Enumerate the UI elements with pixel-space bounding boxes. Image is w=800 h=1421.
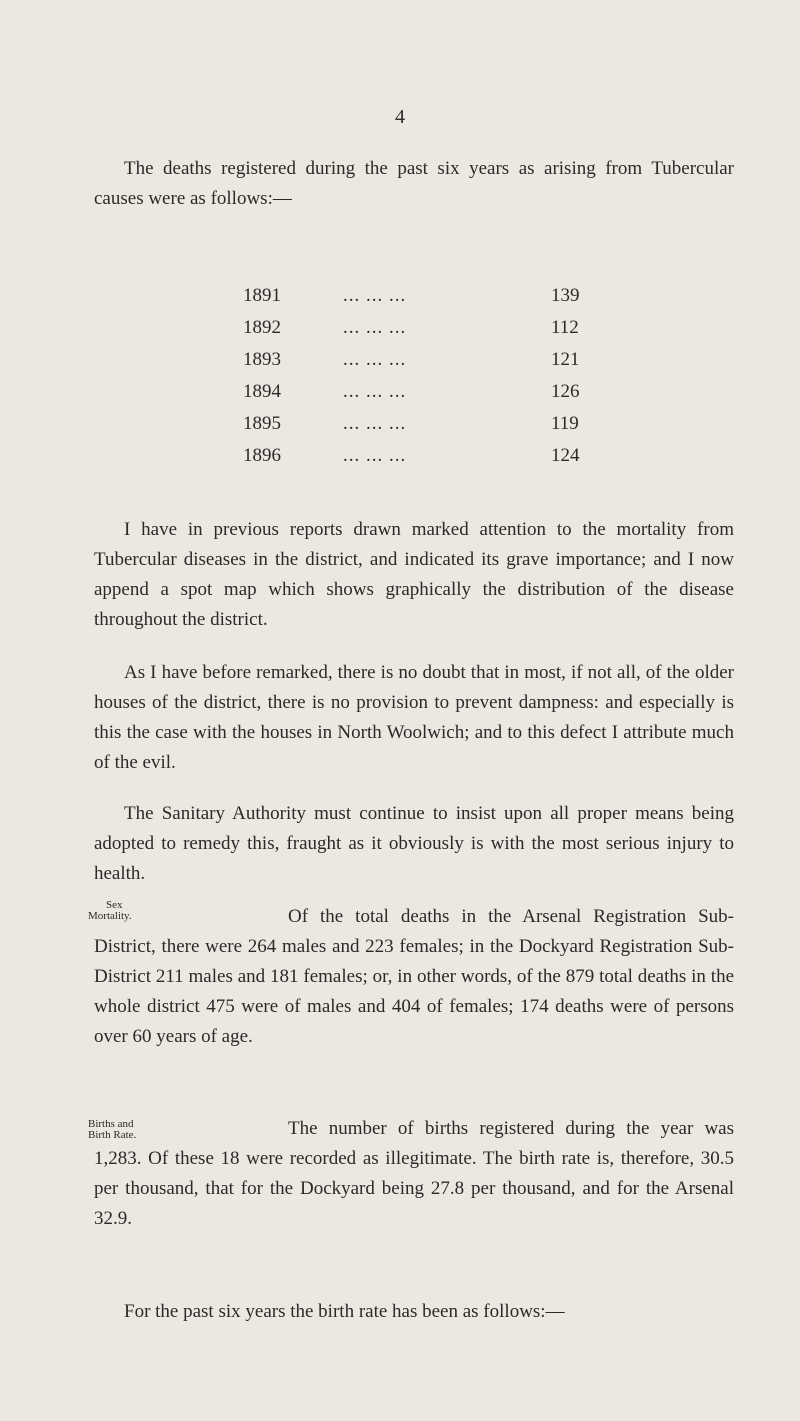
table-row [243,349,593,381]
margin-note-line: Sex [106,899,123,911]
margin-note-line: Births and [88,1118,134,1130]
table-row [243,285,593,317]
sex-mortality-text: Of the total deaths in the Arsenal Registration Sub-District, there were 264 males and 223 females; in the Dockyard Registration Sub-District 211 males and 181 females; or, in other words, of the 879 total deaths in the whole district 475 were of males and 404 of females; 174 deaths were of persons over 60 years of age. [94,906,734,1047]
count-cell: 119 [551,413,579,434]
count-cell: 124 [551,445,580,466]
leader-dots: ... ... ... [343,349,407,370]
table-row [243,317,593,349]
table-row [243,381,593,413]
tubercular-deaths-table [243,285,593,477]
page-number: 4 [395,106,405,128]
table-row [243,413,593,445]
sex-mortality-paragraph [94,902,734,1052]
year-cell: 1896 [243,445,281,466]
births-text: The number of births registered during the year was 1,283. Of these 18 were recorded as illegitimate. The birth rate is, therefore, 30.5 per thousand, that for the Dockyard being 27.8 per thousand, and for the Arsenal 32.9. [94,1118,734,1229]
dampness-paragraph: As I have before remarked, there is no doubt that in most, if not all, of the older houses of the district, there is no provision to prevent dampness: and especially is this the case with the houses in North Woolwich; and to this defect I attribute much of the evil. [94,662,734,773]
count-cell: 112 [551,317,579,338]
leader-dots: ... ... ... [343,285,407,306]
leader-dots: ... ... ... [343,445,407,466]
sanitary-authority-paragraph: The Sanitary Authority must continue to insist upon all proper means being adopted to remedy this, fraught as it obviously is with the most serious injury to health. [94,803,734,884]
count-cell: 139 [551,285,580,306]
year-cell: 1891 [243,285,281,306]
table-row [243,445,593,477]
margin-note-line: Birth Rate. [88,1129,137,1141]
leader-dots: ... ... ... [343,381,407,402]
leader-dots: ... ... ... [343,317,407,338]
year-cell: 1895 [243,413,281,434]
year-cell: 1893 [243,349,281,370]
count-cell: 126 [551,381,580,402]
margin-note-line: Mortality. [88,910,132,922]
births-paragraph [94,1114,734,1234]
birth-rate-intro-paragraph: For the past six years the birth rate has been as follows:— [124,1301,565,1322]
previous-reports-paragraph: I have in previous reports drawn marked attention to the mortality from Tubercular diseases in the district, and indicated its grave importance; and I now append a spot map which shows graphically the distribution of the disease throughout the district. [94,519,734,630]
year-cell: 1892 [243,317,281,338]
intro-paragraph: The deaths registered during the past six years as arising from Tubercular causes were as follows:— [94,158,734,209]
year-cell: 1894 [243,381,281,402]
count-cell: 121 [551,349,580,370]
leader-dots: ... ... ... [343,413,407,434]
